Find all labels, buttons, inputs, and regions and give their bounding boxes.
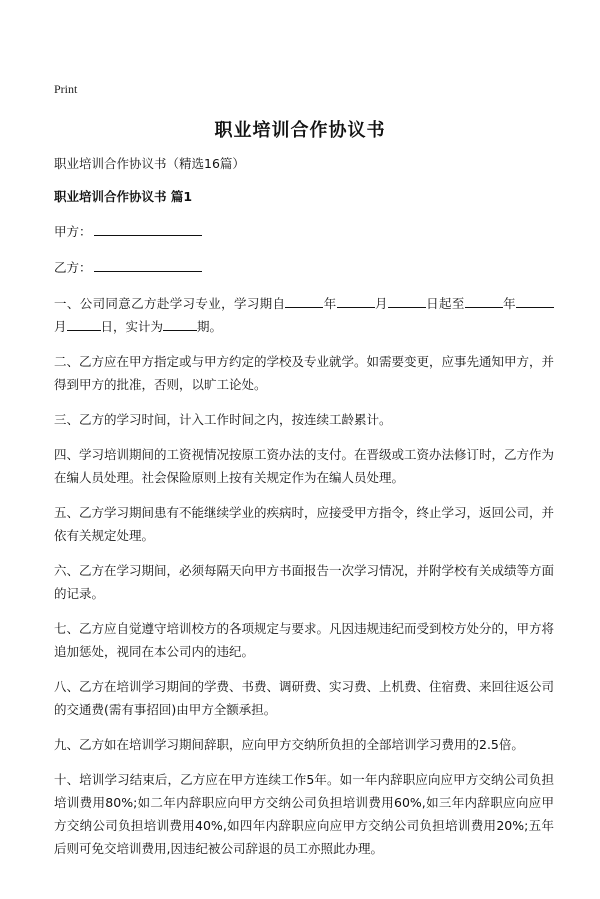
clause-4: 四、学习培训期间的工资视情况按原工资办法的支付。在晋级或工资办法修订时，乙方作为在编人员处理。社会保险原则上按有关规定作为在编人员处理。 — [54, 447, 555, 485]
document-subtitle: 职业培训合作协议书（精选16篇） — [54, 156, 245, 171]
blank-line — [337, 293, 375, 308]
clause-3: 三、乙方的学习时间，计入工作时间之内，按连续工龄累计。 — [54, 412, 392, 427]
blank-line — [163, 316, 197, 331]
party-b-row — [54, 256, 554, 279]
clause-1-text: 期。 — [197, 319, 223, 334]
blank-line — [465, 293, 503, 308]
clause-7: 七、乙方应自觉遵守培训校方的各项规定与要求。凡因违规违纪而受到校方处分的，甲方将追加惩处，视同在本公司内的违纪。 — [54, 621, 555, 659]
clause-10: 十、培训学习结束后，乙方应在甲方连续工作5年。如一年内辞职应向应甲方交纳公司负担培训费用80%;如二年内辞职应向甲方交纳公司负担培训费用60%,如三年内辞职应向应甲方交纳公司负担培训费用40%,如四年内辞职应向应甲方交纳公司负担培训费用20%;五年后则可免交培训费用,因违纪被公司辞退的员工亦照此办理。 — [54, 772, 554, 856]
blank-line — [67, 316, 101, 331]
clause-1-text: 年 — [323, 296, 337, 311]
clause-1 — [54, 292, 554, 338]
clause-1-text: 日，实计为 — [100, 319, 164, 334]
document-body — [54, 152, 554, 872]
clause-2: 二、乙方应在甲方指定或与甲方约定的学校及专业就学。如需要变更，应事先通知甲方，并得到甲方的批准，否则，以旷工论处。 — [54, 354, 555, 392]
section-heading: 职业培训合作协议书 篇1 — [54, 189, 193, 204]
document-title: 职业培训合作协议书 — [214, 120, 386, 141]
clause-8: 八、乙方在培训学习期间的学费、书费、调研费、实习费、上机费、住宿费、来回往返公司的交通费(需有事招回)由甲方全额承担。 — [54, 679, 555, 717]
clause-9: 九、乙方如在培训学习期间辞职，应向甲方交纳所负担的全部培训学习费用的2.5倍。 — [54, 737, 524, 752]
blank-line — [516, 293, 554, 308]
print-link[interactable]: Print — [54, 82, 78, 96]
blank-line — [388, 293, 426, 308]
party-a-row — [54, 220, 554, 243]
clause-1-text: 一、公司同意乙方赴学习专业，学习期自 — [54, 296, 286, 311]
party-b-blank-line — [94, 257, 202, 272]
clause-1-text: 年 — [502, 296, 516, 311]
party-b-label: 乙方： — [54, 260, 92, 275]
party-a-blank-line — [94, 221, 202, 236]
clause-6: 六、乙方在学习期间，必须每隔天向甲方书面报告一次学习情况，并附学校有关成绩等方面的记录。 — [54, 563, 555, 601]
clause-1-text: 月 — [54, 319, 67, 334]
clause-1-text: 月 — [374, 296, 388, 311]
clause-1-text: 日起至 — [425, 296, 465, 311]
clause-5: 五、乙方学习期间患有不能继续学业的疾病时，应接受甲方指令，终止学习，返回公司，并依有关规定处理。 — [54, 505, 555, 543]
party-a-label: 甲方： — [54, 224, 92, 239]
blank-line — [285, 293, 323, 308]
